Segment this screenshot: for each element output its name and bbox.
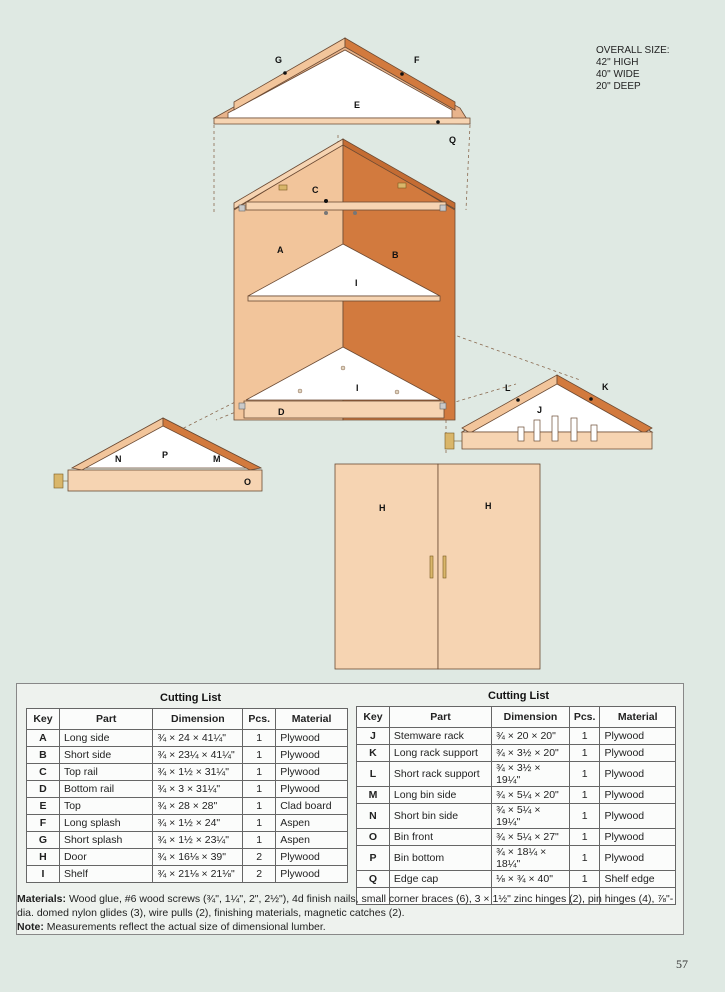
cell-material: Plywood: [600, 804, 676, 829]
cutting-list-table-left: [26, 708, 348, 883]
cell-dimension: ¾ × 21⅛ × 21⅛": [153, 866, 243, 883]
cell-key: L: [357, 762, 390, 787]
cell-pcs: 1: [569, 745, 600, 762]
cell-dimension: ¾ × 16⅛ × 39": [153, 849, 243, 866]
cell-key: C: [27, 764, 60, 781]
table-row: [27, 849, 348, 866]
cell-pcs: 1: [243, 832, 276, 849]
cell-material: Plywood: [600, 829, 676, 846]
cell-key: H: [27, 849, 60, 866]
overall-size-width: 40" WIDE: [596, 69, 640, 80]
cutting-list-right-rows: [357, 728, 676, 905]
cabinet-carcass: [234, 139, 455, 420]
cell-part: Long bin side: [389, 787, 491, 804]
cell-pcs: 1: [243, 730, 276, 747]
table-row: [357, 745, 676, 762]
label-O: O: [244, 477, 252, 487]
label-K: K: [602, 382, 609, 392]
cell-material: Plywood: [276, 747, 348, 764]
table-row: [357, 871, 676, 888]
label-C: C: [312, 185, 319, 195]
cell-dimension: ¾ × 5¼ × 19¼": [492, 804, 570, 829]
cell-dimension: ¾ × 24 × 41¼": [153, 730, 243, 747]
overall-size-depth: 20" DEEP: [596, 81, 641, 92]
cell-part: Top: [59, 798, 153, 815]
table-row: [27, 815, 348, 832]
table-row: [357, 804, 676, 829]
cell-pcs: 2: [243, 866, 276, 883]
cell-key: P: [357, 846, 390, 871]
note-label: Note:: [17, 921, 44, 933]
cell-dimension: ¾ × 1½ × 23¼": [153, 832, 243, 849]
label-F: F: [414, 55, 420, 65]
table-row: [27, 764, 348, 781]
materials-text: Wood glue, #6 wood screws (¾", 1¼", 2", 2½"), 4d finish nails, small corner braces (6), 3 × 1½" zinc hinges (2), pin hinges (4), ⅞"-dia. domed nylon glides (3), wire pulls (2), finishing materials, magnetic catches (2).: [17, 893, 674, 919]
table-row: [27, 832, 348, 849]
col-pcs: Pcs.: [569, 707, 600, 728]
label-H-right: H: [485, 501, 492, 511]
cell-pcs: 1: [569, 804, 600, 829]
cell-pcs: 1: [569, 762, 600, 787]
cell-part: Short side: [59, 747, 153, 764]
label-J: J: [537, 405, 543, 415]
cell-key: G: [27, 832, 60, 849]
cell-part: Long rack support: [389, 745, 491, 762]
cell-part: Door: [59, 849, 153, 866]
label-N: N: [115, 454, 122, 464]
cell-dimension: ¾ × 1½ × 24": [153, 815, 243, 832]
cell-part: Stemware rack: [389, 728, 491, 745]
cell-key: I: [27, 866, 60, 883]
overall-size-block: [596, 45, 670, 93]
cell-pcs: 1: [569, 787, 600, 804]
label-I-lower: I: [356, 383, 359, 393]
cell-part: Bin front: [389, 829, 491, 846]
cell-part: Long splash: [59, 815, 153, 832]
cell-part: Short bin side: [389, 804, 491, 829]
cell-dimension: ¾ × 28 × 28": [153, 798, 243, 815]
wine-bin: [54, 418, 262, 491]
table-row: [357, 762, 676, 787]
cell-part: Bin bottom: [389, 846, 491, 871]
table-row: [357, 728, 676, 745]
table-row: [357, 829, 676, 846]
materials-block: [17, 892, 677, 934]
cell-dimension: ¾ × 18¼ × 18¼": [492, 846, 570, 871]
cutting-list-title-left: Cutting List: [160, 692, 222, 704]
cell-key: A: [27, 730, 60, 747]
cell-material: Plywood: [276, 764, 348, 781]
cell-pcs: 1: [243, 747, 276, 764]
overall-size-height: 42" HIGH: [596, 57, 639, 68]
cell-key: M: [357, 787, 390, 804]
table-row: [27, 781, 348, 798]
label-E: E: [354, 100, 361, 110]
cell-material: Plywood: [276, 781, 348, 798]
cell-key: D: [27, 781, 60, 798]
cell-part: Edge cap: [389, 871, 491, 888]
col-dimension: Dimension: [492, 707, 570, 728]
label-B: B: [392, 250, 399, 260]
label-I-upper: I: [355, 278, 358, 288]
cell-key: K: [357, 745, 390, 762]
col-part: Part: [59, 709, 153, 730]
table-row: [357, 787, 676, 804]
col-key: Key: [357, 707, 390, 728]
label-G: G: [275, 55, 283, 65]
table-row: [357, 846, 676, 871]
label-D: D: [278, 407, 285, 417]
cell-material: Aspen: [276, 832, 348, 849]
cell-dimension: ¾ × 3 × 31¼": [153, 781, 243, 798]
cell-key: E: [27, 798, 60, 815]
table-row: [27, 730, 348, 747]
doors: [335, 464, 540, 669]
materials-line: [17, 892, 677, 920]
col-dimension: Dimension: [153, 709, 243, 730]
label-Q: Q: [449, 135, 457, 145]
cell-pcs: 1: [243, 815, 276, 832]
cell-key: O: [357, 829, 390, 846]
label-H-left: H: [379, 503, 386, 513]
cell-pcs: 1: [243, 781, 276, 798]
cell-dimension: ¾ × 3½ × 19¼": [492, 762, 570, 787]
left-door-pull: [430, 556, 433, 578]
note-line: [17, 920, 677, 934]
cell-material: Plywood: [276, 849, 348, 866]
cutting-list-title-right: Cutting List: [488, 690, 550, 702]
cell-key: Q: [357, 871, 390, 888]
cell-dimension: ¾ × 5¼ × 27": [492, 829, 570, 846]
cell-material: Plywood: [600, 728, 676, 745]
note-text: Measurements reflect the actual size of dimensional lumber.: [43, 921, 326, 933]
table-row: [27, 747, 348, 764]
table-row: [27, 798, 348, 815]
cell-part: Short rack support: [389, 762, 491, 787]
materials-label: Materials:: [17, 893, 67, 905]
cell-material: Plywood: [600, 762, 676, 787]
col-part: Part: [389, 707, 491, 728]
cell-material: Shelf edge: [600, 871, 676, 888]
col-key: Key: [27, 709, 60, 730]
cell-key: N: [357, 804, 390, 829]
cell-dimension: ¾ × 20 × 20": [492, 728, 570, 745]
cell-dimension: ¾ × 23¼ × 41¼": [153, 747, 243, 764]
cell-part: Bottom rail: [59, 781, 153, 798]
cutting-list-table-right: [356, 706, 676, 905]
cell-pcs: 1: [569, 829, 600, 846]
cell-pcs: 2: [243, 849, 276, 866]
cell-dimension: ¾ × 5¼ × 20": [492, 787, 570, 804]
cell-dimension: ¾ × 1½ × 31¼": [153, 764, 243, 781]
col-pcs: Pcs.: [243, 709, 276, 730]
label-M: M: [213, 454, 221, 464]
cell-material: Clad board: [276, 798, 348, 815]
cell-pcs: 1: [569, 728, 600, 745]
label-A: A: [277, 245, 284, 255]
top-assembly: [214, 38, 470, 124]
cell-key: B: [27, 747, 60, 764]
cell-material: Plywood: [600, 846, 676, 871]
cell-pcs: 1: [243, 798, 276, 815]
label-L: L: [505, 383, 511, 393]
page-number: 57: [676, 957, 688, 971]
cell-material: Plywood: [276, 730, 348, 747]
col-material: Material: [600, 707, 676, 728]
stemware-rack: [445, 375, 652, 449]
right-door-pull: [443, 556, 446, 578]
cell-material: Plywood: [600, 745, 676, 762]
cell-dimension: ⅛ × ¾ × 40": [492, 871, 570, 888]
cell-part: Shelf: [59, 866, 153, 883]
col-material: Material: [276, 709, 348, 730]
cell-key: F: [27, 815, 60, 832]
overall-size-heading: OVERALL SIZE:: [596, 45, 670, 56]
cell-pcs: 1: [569, 846, 600, 871]
cell-material: Plywood: [600, 787, 676, 804]
cell-pcs: 1: [569, 871, 600, 888]
cell-part: Top rail: [59, 764, 153, 781]
table-row: [27, 866, 348, 883]
cell-part: Long side: [59, 730, 153, 747]
cell-material: Aspen: [276, 815, 348, 832]
cell-key: J: [357, 728, 390, 745]
cell-part: Short splash: [59, 832, 153, 849]
cell-dimension: ¾ × 3½ × 20": [492, 745, 570, 762]
label-P: P: [162, 450, 169, 460]
cell-material: Plywood: [276, 866, 348, 883]
cutting-list-left-rows: [27, 730, 348, 883]
cell-pcs: 1: [243, 764, 276, 781]
